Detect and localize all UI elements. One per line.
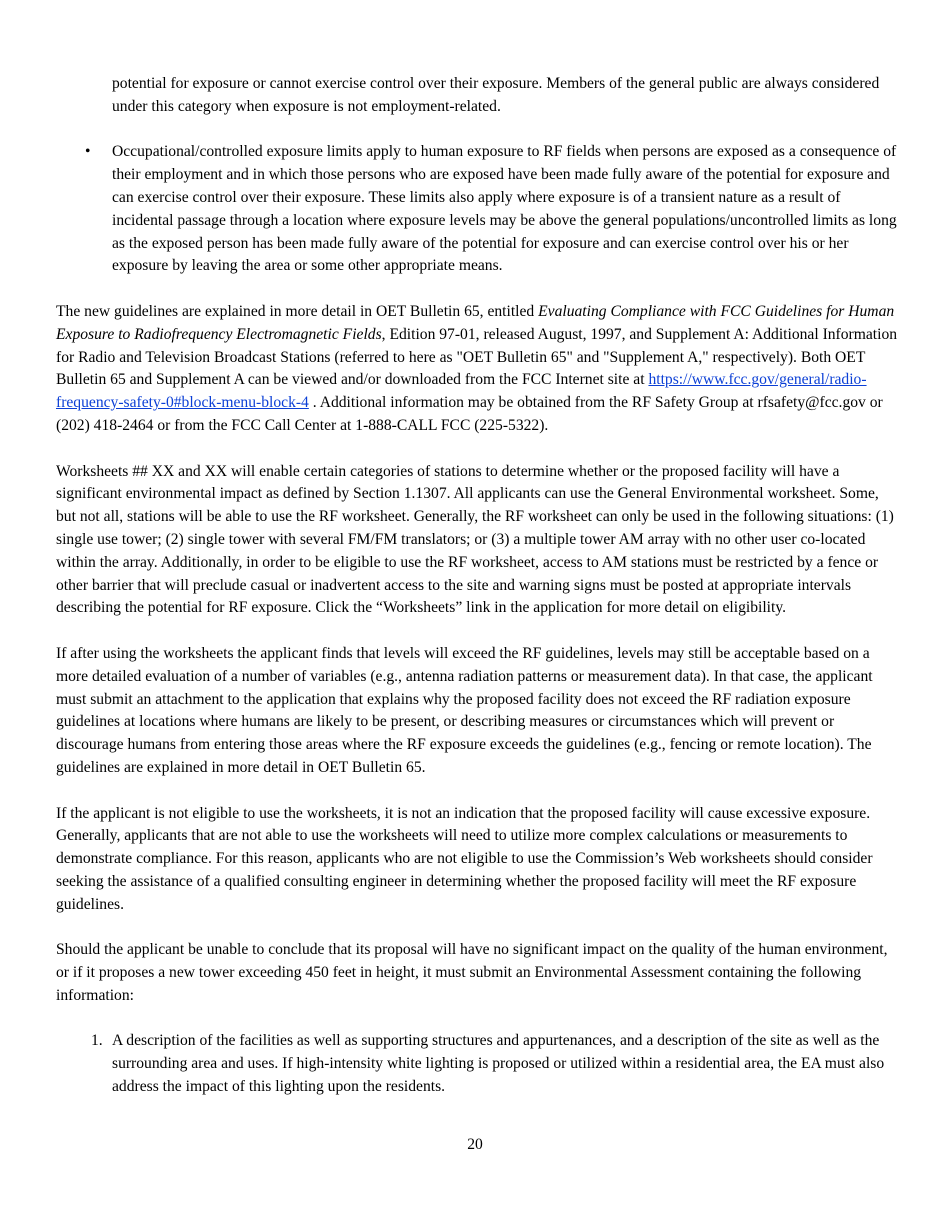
paragraph-exceed-guidelines: If after using the worksheets the applicant finds that levels will exceed the RF guidelines, levels may still be acceptable based on a more detailed evaluation of a number of variables (e.g., antenna radiation patterns or measurement data). In that case, the applicant must submit an attachment to the application that explains why the proposed facility does not exceed the RF radiation exposure guidelines at locations where humans are likely to be present, or describing measures or circumstances which will prevent or discourage humans from entering those areas where the RF exposure exceeds the guidelines (e.g., fencing or remote location). The guidelines are explained in more detail in OET Bulletin 65.	[56, 644, 873, 776]
oet-text-before: The new guidelines are explained in more detail in OET Bulletin 65, entitled	[56, 302, 539, 320]
bullet-continuation-text: potential for exposure or cannot exercise control over their exposure. Members of the general public are always considered under this category when exposure is not employment-related.	[112, 75, 880, 115]
paragraph-worksheets: Worksheets ## XX and XX will enable certain categories of stations to determine whether or the proposed facility will have a significant environmental impact as defined by Section 1.1307. All applicants can use the General Environmental worksheet. Some, but not all, stations will be able to use the RF worksheet. Generally, the RF worksheet can only be used in the following situations: (1) single use tower; (2) single tower with several FM/FM translators; or (3) a multiple tower AM array with no other user co-located within the array. Additionally, in order to be eligible to use the RF worksheet, access to AM stations must be restricted by a fence or other barrier that will preclude casual or inadvertent access to the site and warning signs must be posted at appropriate intervals describing the potential for RF exposure. Click the “Worksheets” link in the application for more detail on eligibility.	[56, 462, 894, 617]
paragraph-oet-bulletin	[56, 301, 898, 438]
bullet-item-occupational	[56, 141, 898, 278]
list-item-text: A description of the facilities as well as supporting structures and appurtenances, and a description of the site as well as the surrounding area and uses. If high-intensity white lighting is proposed or utilized within a residential area, the EA must also address the impact of this lighting upon the residents.	[112, 1032, 885, 1096]
oet-bulletin-title: Evaluating Compliance with FCC Guidelines for Human Exposure to Radiofrequency Electromagnetic Fields	[56, 302, 895, 343]
oet-text-after: . Additional information may be obtained from the RF Safety Group at rfsafety@fcc.gov or (202) 418-2464 or from the FCC Call Center at 1-888-CALL FCC (225-5322).	[56, 394, 883, 434]
page-number: 20	[467, 1136, 483, 1153]
list-number: 1.	[91, 1032, 103, 1050]
numbered-list-item-1	[56, 1030, 898, 1098]
paragraph-not-eligible: If the applicant is not eligible to use the worksheets, it is not an indication that the proposed facility will cause excessive exposure. Generally, applicants that are not able to use the worksheets will need to utilize more complex calculations or measurements to demonstrate compliance. For this reason, applicants who are not eligible to use the Commission’s Web worksheets should consider seeking the assistance of a qualified consulting engineer in determining whether the proposed facility will meet the RF exposure guidelines.	[56, 804, 873, 913]
fcc-rf-safety-link[interactable]: https://www.fcc.gov/general/radio-frequency-safety-0#block-menu-block-4	[56, 371, 867, 412]
paragraph-environmental-assessment: Should the applicant be unable to conclude that its proposal will have no significant impact on the quality of the human environment, or if it proposes a new tower exceeding 450 feet in height, it must submit an Environmental Assessment containing the following information:	[56, 941, 888, 1004]
oet-text-middle: , Edition 97-01, released August, 1997, and Supplement A: Additional Information for Radio and Television Broadcast Stations (referred to here as "OET Bulletin 65" and "Supplement A," respectively). Both OET Bulletin 65 and Supplement A can be viewed and/or downloaded from the FCC Internet site at	[56, 325, 898, 389]
bullet-text: Occupational/controlled exposure limits apply to human exposure to RF fields when persons are exposed as a consequence of their employment and in which those persons who are exposed have been made fully aware of the potential for exposure and can exercise control over their exposure. These limits also apply where exposure is of a transient nature as a result of incidental passage through a location where exposure levels may be above the general populations/uncontrolled limits as long as the exposed person has been made fully aware of the potential for exposure and can exercise control over his or her exposure by leaving the area or some other appropriate means.	[112, 143, 897, 275]
bullet-marker: •	[85, 143, 91, 161]
document-page	[56, 73, 898, 1099]
